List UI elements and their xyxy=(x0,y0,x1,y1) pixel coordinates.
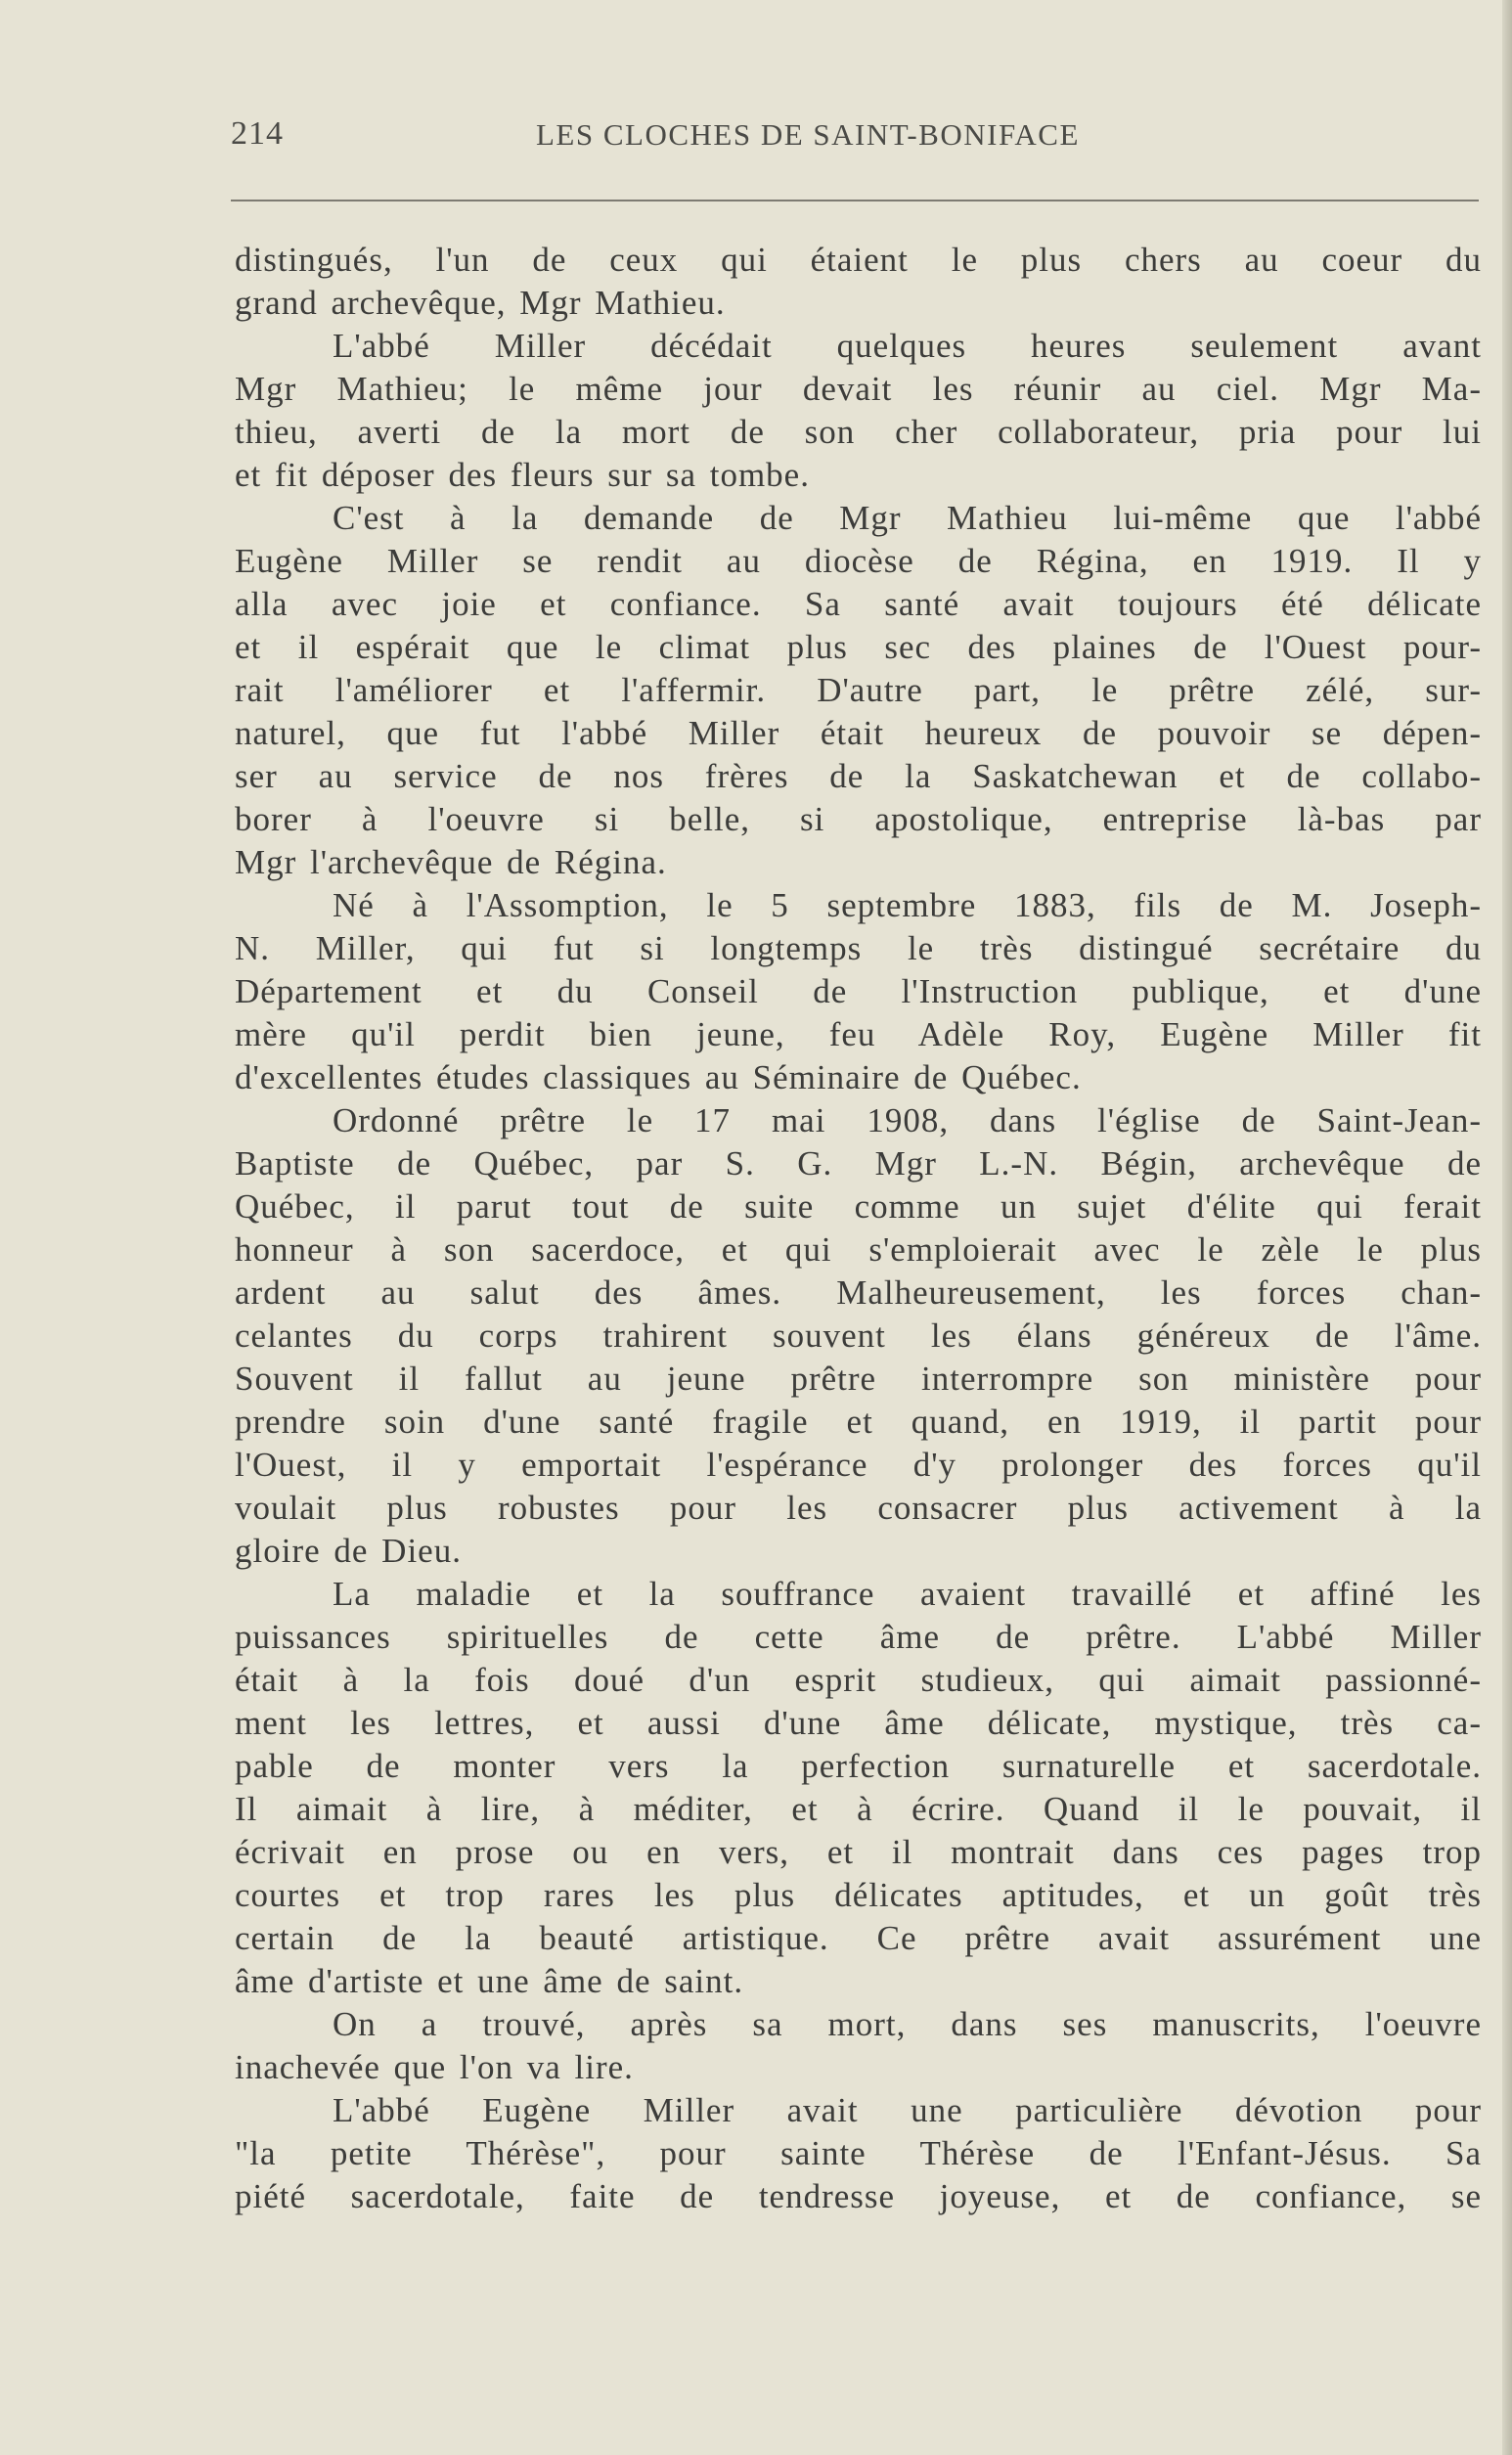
body-text xyxy=(235,239,1482,2218)
text-line: N. Miller, qui fut si longtemps le très distingué secrétaire du xyxy=(235,929,1482,967)
page-number: 214 xyxy=(231,115,284,152)
running-title: LES CLOCHES DE SAINT-BONIFACE xyxy=(536,117,1080,152)
text-line: voulait plus robustes pour les consacrer plus activement à la xyxy=(235,1489,1482,1527)
text-line: Ordonné prêtre le 17 mai 1908, dans l'église de Saint-Jean- xyxy=(333,1101,1482,1139)
text-line: écrivait en prose ou en vers, et il montrait dans ces pages trop xyxy=(235,1833,1482,1871)
text-line: gloire de Dieu. xyxy=(235,1532,462,1570)
text-line: Souvent il fallut au jeune prêtre interrompre son ministère pour xyxy=(235,1360,1482,1398)
text-line: "la petite Thérèse", pour sainte Thérèse de l'Enfant-Jésus. Sa xyxy=(235,2134,1482,2172)
text-line: rait l'améliorer et l'affermir. D'autre part, le prêtre zélé, sur- xyxy=(235,671,1482,709)
text-line: ment les lettres, et aussi d'une âme délicate, mystique, très ca- xyxy=(235,1704,1482,1742)
text-line: Département et du Conseil de l'Instruction publique, et d'une xyxy=(235,972,1482,1010)
text-line: inachevée que l'on va lire. xyxy=(235,2048,634,2086)
text-line: Il aimait à lire, à méditer, et à écrire. Quand il le pouvait, il xyxy=(235,1790,1482,1828)
text-line: grand archevêque, Mgr Mathieu. xyxy=(235,284,726,322)
text-line: distingués, l'un de ceux qui étaient le plus chers au coeur du xyxy=(235,241,1482,279)
text-line: puissances spirituelles de cette âme de prêtre. L'abbé Miller xyxy=(235,1618,1482,1656)
text-line: honneur à son sacerdoce, et qui s'emploierait avec le zèle le plus xyxy=(235,1230,1482,1269)
text-line: Mgr l'archevêque de Régina. xyxy=(235,843,667,881)
text-line: piété sacerdotale, faite de tendresse joyeuse, et de confiance, se xyxy=(235,2177,1482,2215)
text-line: mère qu'il perdit bien jeune, feu Adèle Roy, Eugène Miller fit xyxy=(235,1015,1482,1053)
text-line: Né à l'Assomption, le 5 septembre 1883, fils de M. Joseph- xyxy=(333,886,1482,924)
text-line: certain de la beauté artistique. Ce prêtre avait assurément une xyxy=(235,1919,1482,1957)
text-line: alla avec joie et confiance. Sa santé avait toujours été délicate xyxy=(235,585,1482,623)
text-line: d'excellentes études classiques au Séminaire de Québec. xyxy=(235,1058,1082,1096)
text-line: Baptiste de Québec, par S. G. Mgr L.-N. Bégin, archevêque de xyxy=(235,1144,1482,1183)
text-line: âme d'artiste et une âme de saint. xyxy=(235,1962,744,2000)
text-line: ardent au salut des âmes. Malheureusement, les forces chan- xyxy=(235,1273,1482,1312)
text-line: C'est à la demande de Mgr Mathieu lui-même que l'abbé xyxy=(333,499,1482,537)
text-line: Mgr Mathieu; le même jour devait les réunir au ciel. Mgr Ma- xyxy=(235,370,1482,408)
text-line: La maladie et la souffrance avaient travaillé et affiné les xyxy=(333,1575,1482,1613)
text-line: borer à l'oeuvre si belle, si apostolique, entreprise là-bas par xyxy=(235,800,1482,838)
page-header xyxy=(231,115,1479,164)
text-line: celantes du corps trahirent souvent les élans généreux de l'âme. xyxy=(235,1317,1482,1355)
text-line: courtes et trop rares les plus délicates aptitudes, et un goût très xyxy=(235,1876,1482,1914)
text-line: l'Ouest, il y emportait l'espérance d'y prolonger des forces qu'il xyxy=(235,1446,1482,1484)
text-line: On a trouvé, après sa mort, dans ses manuscrits, l'oeuvre xyxy=(333,2005,1482,2043)
text-line: et fit déposer des fleurs sur sa tombe. xyxy=(235,456,810,494)
text-line: L'abbé Eugène Miller avait une particulière dévotion pour xyxy=(333,2091,1482,2129)
text-line: Québec, il parut tout de suite comme un sujet d'élite qui ferait xyxy=(235,1187,1482,1226)
header-rule xyxy=(231,200,1479,201)
text-line: thieu, averti de la mort de son cher collaborateur, pria pour lui xyxy=(235,413,1482,451)
text-line: L'abbé Miller décédait quelques heures seulement avant xyxy=(333,327,1482,365)
text-line: pable de monter vers la perfection surnaturelle et sacerdotale. xyxy=(235,1747,1482,1785)
text-line: Eugène Miller se rendit au diocèse de Régina, en 1919. Il y xyxy=(235,542,1482,580)
text-line: prendre soin d'une santé fragile et quand, en 1919, il partit pour xyxy=(235,1403,1482,1441)
page-edge xyxy=(1502,0,1512,2455)
text-line: était à la fois doué d'un esprit studieux, qui aimait passionné- xyxy=(235,1661,1482,1699)
text-line: ser au service de nos frères de la Saskatchewan et de collabo- xyxy=(235,757,1482,795)
text-line: naturel, que fut l'abbé Miller était heureux de pouvoir se dépen- xyxy=(235,714,1482,752)
text-line: et il espérait que le climat plus sec des plaines de l'Ouest pour- xyxy=(235,628,1482,666)
